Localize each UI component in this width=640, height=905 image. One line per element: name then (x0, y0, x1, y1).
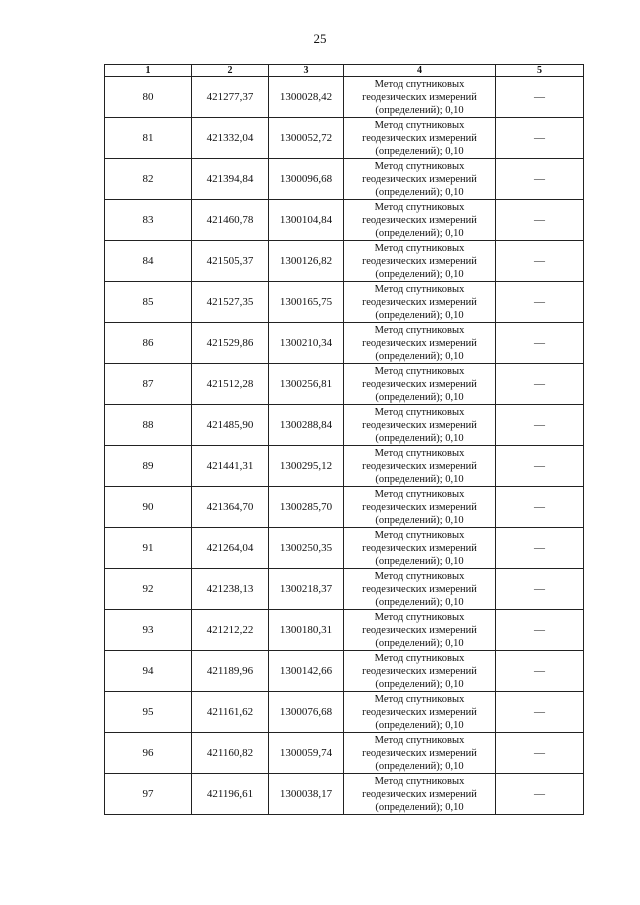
method-line: геодезических измерений (362, 747, 477, 759)
x-coordinate-cell: 421527,35 (192, 282, 269, 323)
point-number-cell: 87 (105, 364, 192, 405)
table-row (105, 200, 584, 241)
x-coordinate-cell: 421460,78 (192, 200, 269, 241)
point-number-cell: 90 (105, 487, 192, 528)
method-line: геодезических измерений (362, 214, 477, 226)
note-cell: — (496, 610, 584, 651)
x-coordinate-cell: 421364,70 (192, 487, 269, 528)
y-coordinate-cell: 1300288,84 (269, 405, 344, 446)
table-row (105, 282, 584, 323)
method-line: Метод спутниковых (374, 78, 465, 90)
method-line: геодезических измерений (362, 788, 477, 800)
method-line: (определений); 0,10 (375, 801, 464, 813)
method-cell (344, 446, 496, 487)
method-line: геодезических измерений (362, 706, 477, 718)
coordinates-table (104, 64, 584, 815)
x-coordinate-cell: 421238,13 (192, 569, 269, 610)
point-number-cell: 84 (105, 241, 192, 282)
method-cell (344, 159, 496, 200)
method-cell (344, 364, 496, 405)
note-cell: — (496, 569, 584, 610)
method-line: геодезических измерений (362, 173, 477, 185)
note-cell: — (496, 282, 584, 323)
point-number-cell: 88 (105, 405, 192, 446)
method-line: Метод спутниковых (374, 611, 465, 623)
table-row (105, 241, 584, 282)
method-line: Метод спутниковых (374, 406, 465, 418)
column-header: 3 (269, 65, 344, 77)
method-cell (344, 733, 496, 774)
method-line: геодезических измерений (362, 419, 477, 431)
y-coordinate-cell: 1300180,31 (269, 610, 344, 651)
point-number-cell: 83 (105, 200, 192, 241)
method-line: (определений); 0,10 (375, 678, 464, 690)
method-cell (344, 569, 496, 610)
point-number-cell: 82 (105, 159, 192, 200)
x-coordinate-cell: 421264,04 (192, 528, 269, 569)
method-line: (определений); 0,10 (375, 719, 464, 731)
method-cell (344, 200, 496, 241)
method-line: (определений); 0,10 (375, 596, 464, 608)
method-line: (определений); 0,10 (375, 145, 464, 157)
method-cell (344, 282, 496, 323)
point-number-cell: 95 (105, 692, 192, 733)
x-coordinate-cell: 421529,86 (192, 323, 269, 364)
method-line: (определений); 0,10 (375, 186, 464, 198)
note-cell: — (496, 118, 584, 159)
method-line: Метод спутниковых (374, 652, 465, 664)
method-line: геодезических измерений (362, 91, 477, 103)
method-line: геодезических измерений (362, 337, 477, 349)
method-line: геодезических измерений (362, 255, 477, 267)
note-cell: — (496, 77, 584, 118)
method-line: (определений); 0,10 (375, 104, 464, 116)
table-row (105, 651, 584, 692)
method-cell (344, 774, 496, 815)
note-cell: — (496, 774, 584, 815)
table-row (105, 487, 584, 528)
point-number-cell: 93 (105, 610, 192, 651)
y-coordinate-cell: 1300142,66 (269, 651, 344, 692)
page-number: 25 (313, 31, 327, 46)
table-row (105, 405, 584, 446)
x-coordinate-cell: 421160,82 (192, 733, 269, 774)
table-row (105, 323, 584, 364)
method-line: геодезических измерений (362, 542, 477, 554)
method-line: геодезических измерений (362, 296, 477, 308)
method-cell (344, 405, 496, 446)
point-number-cell: 91 (105, 528, 192, 569)
method-line: Метод спутниковых (374, 570, 465, 582)
note-cell: — (496, 364, 584, 405)
note-cell: — (496, 159, 584, 200)
x-coordinate-cell: 421441,31 (192, 446, 269, 487)
method-line: геодезических измерений (362, 624, 477, 636)
point-number-cell: 81 (105, 118, 192, 159)
note-cell: — (496, 241, 584, 282)
table-row (105, 733, 584, 774)
y-coordinate-cell: 1300218,37 (269, 569, 344, 610)
method-line: геодезических измерений (362, 501, 477, 513)
method-line: геодезических измерений (362, 460, 477, 472)
table-row (105, 446, 584, 487)
column-header: 1 (105, 65, 192, 77)
table-row (105, 610, 584, 651)
y-coordinate-cell: 1300126,82 (269, 241, 344, 282)
note-cell: — (496, 733, 584, 774)
method-cell (344, 241, 496, 282)
method-line: (определений); 0,10 (375, 227, 464, 239)
method-cell (344, 118, 496, 159)
method-line: (определений); 0,10 (375, 350, 464, 362)
column-header: 2 (192, 65, 269, 77)
y-coordinate-cell: 1300210,34 (269, 323, 344, 364)
y-coordinate-cell: 1300165,75 (269, 282, 344, 323)
method-line: геодезических измерений (362, 583, 477, 595)
method-line: (определений); 0,10 (375, 432, 464, 444)
x-coordinate-cell: 421277,37 (192, 77, 269, 118)
x-coordinate-cell: 421332,04 (192, 118, 269, 159)
method-line: Метод спутниковых (374, 201, 465, 213)
x-coordinate-cell: 421394,84 (192, 159, 269, 200)
method-cell (344, 610, 496, 651)
method-line: Метод спутниковых (374, 488, 465, 500)
x-coordinate-cell: 421485,90 (192, 405, 269, 446)
note-cell: — (496, 405, 584, 446)
table-row (105, 159, 584, 200)
y-coordinate-cell: 1300295,12 (269, 446, 344, 487)
method-line: Метод спутниковых (374, 734, 465, 746)
method-line: Метод спутниковых (374, 447, 465, 459)
note-cell: — (496, 487, 584, 528)
y-coordinate-cell: 1300076,68 (269, 692, 344, 733)
method-line: (определений); 0,10 (375, 760, 464, 772)
y-coordinate-cell: 1300028,42 (269, 77, 344, 118)
table-row (105, 692, 584, 733)
x-coordinate-cell: 421512,28 (192, 364, 269, 405)
method-line: (определений); 0,10 (375, 637, 464, 649)
point-number-cell: 94 (105, 651, 192, 692)
table-row (105, 77, 584, 118)
y-coordinate-cell: 1300052,72 (269, 118, 344, 159)
method-line: (определений); 0,10 (375, 514, 464, 526)
method-cell (344, 323, 496, 364)
y-coordinate-cell: 1300285,70 (269, 487, 344, 528)
x-coordinate-cell: 421189,96 (192, 651, 269, 692)
method-line: (определений); 0,10 (375, 473, 464, 485)
point-number-cell: 96 (105, 733, 192, 774)
method-line: Метод спутниковых (374, 283, 465, 295)
y-coordinate-cell: 1300104,84 (269, 200, 344, 241)
note-cell: — (496, 446, 584, 487)
method-line: (определений); 0,10 (375, 555, 464, 567)
method-line: Метод спутниковых (374, 775, 465, 787)
method-line: геодезических измерений (362, 132, 477, 144)
method-line: геодезических измерений (362, 378, 477, 390)
note-cell: — (496, 528, 584, 569)
method-cell (344, 651, 496, 692)
note-cell: — (496, 200, 584, 241)
method-line: Метод спутниковых (374, 693, 465, 705)
method-cell (344, 528, 496, 569)
x-coordinate-cell: 421196,61 (192, 774, 269, 815)
method-line: (определений); 0,10 (375, 268, 464, 280)
point-number-cell: 92 (105, 569, 192, 610)
method-line: (определений); 0,10 (375, 391, 464, 403)
table-header-row (105, 65, 584, 77)
note-cell: — (496, 651, 584, 692)
x-coordinate-cell: 421505,37 (192, 241, 269, 282)
method-line: Метод спутниковых (374, 119, 465, 131)
y-coordinate-cell: 1300096,68 (269, 159, 344, 200)
point-number-cell: 80 (105, 77, 192, 118)
column-header: 4 (344, 65, 496, 77)
point-number-cell: 85 (105, 282, 192, 323)
y-coordinate-cell: 1300250,35 (269, 528, 344, 569)
point-number-cell: 89 (105, 446, 192, 487)
y-coordinate-cell: 1300059,74 (269, 733, 344, 774)
point-number-cell: 86 (105, 323, 192, 364)
x-coordinate-cell: 421161,62 (192, 692, 269, 733)
table-row (105, 569, 584, 610)
method-line: Метод спутниковых (374, 529, 465, 541)
point-number-cell: 97 (105, 774, 192, 815)
table-row (105, 528, 584, 569)
method-line: Метод спутниковых (374, 365, 465, 377)
method-line: Метод спутниковых (374, 160, 465, 172)
method-cell (344, 77, 496, 118)
x-coordinate-cell: 421212,22 (192, 610, 269, 651)
method-line: Метод спутниковых (374, 324, 465, 336)
y-coordinate-cell: 1300038,17 (269, 774, 344, 815)
method-cell (344, 487, 496, 528)
column-header: 5 (496, 65, 584, 77)
method-cell (344, 692, 496, 733)
table-body (105, 77, 584, 815)
note-cell: — (496, 323, 584, 364)
method-line: (определений); 0,10 (375, 309, 464, 321)
method-line: Метод спутниковых (374, 242, 465, 254)
table-row (105, 364, 584, 405)
method-line: геодезических измерений (362, 665, 477, 677)
table-row (105, 774, 584, 815)
y-coordinate-cell: 1300256,81 (269, 364, 344, 405)
table-row (105, 118, 584, 159)
note-cell: — (496, 692, 584, 733)
